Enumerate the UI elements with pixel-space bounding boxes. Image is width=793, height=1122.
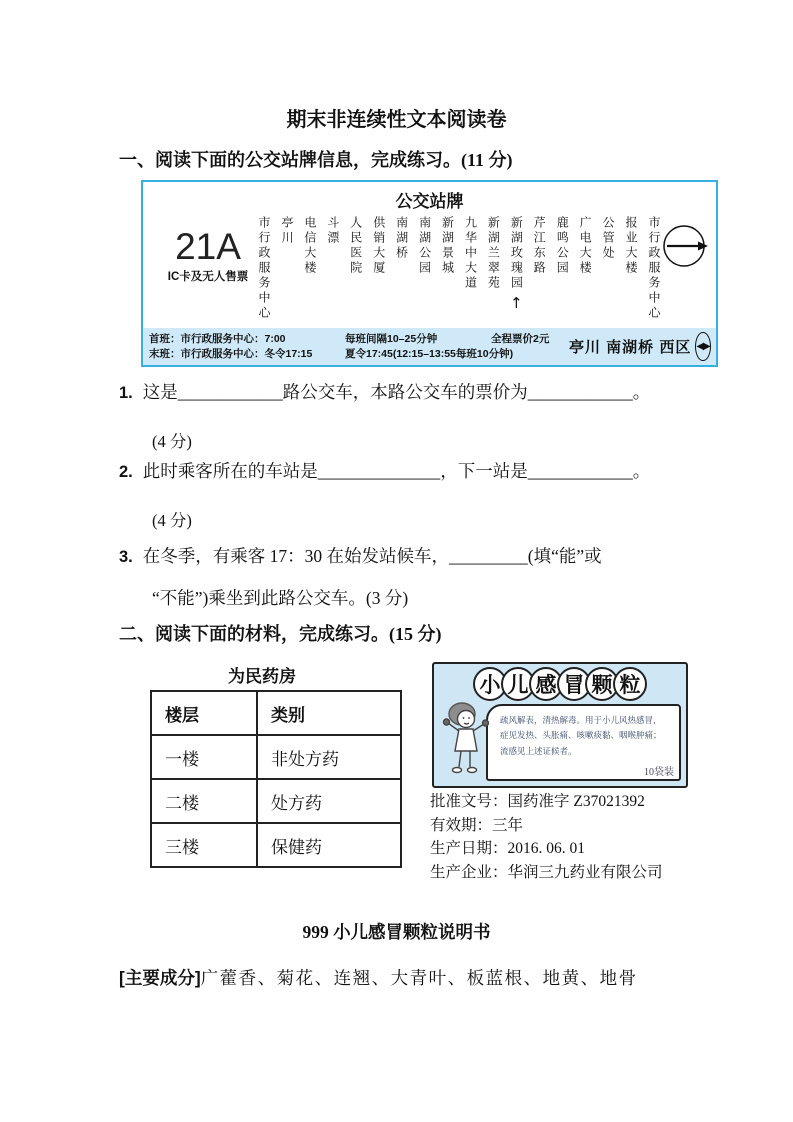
- terminus-stations: 亭川 南湖桥 西区: [569, 339, 692, 356]
- medicine-info-line: 批准文号：国药准字 Z37021392: [430, 793, 645, 810]
- pharmacy-table-cell: 保健药: [257, 823, 401, 867]
- station-name: 南湖公园: [417, 216, 432, 276]
- station-name: 南湖桥: [394, 216, 409, 261]
- direction-right-icon: [660, 224, 712, 273]
- station-name: 报业大楼: [624, 216, 638, 276]
- package-title-char: 儿: [501, 667, 535, 701]
- station-item: [372, 216, 386, 330]
- current-station-arrow-icon: ↑: [510, 294, 523, 312]
- pharmacy-table-row: [151, 735, 401, 779]
- station-item: [555, 216, 569, 330]
- station-name: 斗漂: [325, 216, 340, 246]
- route-number: 21A: [175, 226, 241, 267]
- station-name: 亭川: [279, 216, 294, 246]
- pharmacy-header-floor: 楼层: [151, 691, 257, 735]
- station-name: 新湖兰翠苑: [486, 216, 501, 291]
- station-name: 电信大楼: [302, 216, 317, 276]
- ticket-note: IC卡及无人售票: [167, 271, 249, 283]
- question-2-number: 2.: [119, 463, 133, 481]
- question-1-number: 1.: [119, 384, 133, 402]
- medicine-info-line: 生产日期：2016. 06. 01: [430, 840, 586, 857]
- section1-heading: [119, 146, 513, 172]
- station-item: [509, 216, 523, 330]
- question-2: [119, 458, 650, 483]
- package-title-char: 小: [473, 667, 507, 701]
- pack-size-label: 10袋装: [644, 767, 674, 778]
- pharmacy-header-category: 类别: [257, 691, 401, 735]
- manual-title: 999 小儿感冒颗粒说明书: [302, 922, 491, 942]
- station-name: 人民医院: [348, 216, 363, 276]
- pharmacy-table-cell: 二楼: [151, 779, 257, 823]
- station-item: [463, 216, 477, 330]
- station-item: [624, 216, 638, 330]
- package-title-char: 粒: [613, 667, 647, 701]
- pharmacy-table-cell: 一楼: [151, 735, 257, 779]
- route-block: [153, 228, 263, 284]
- summer-last-bus: 夏令17:45(12:15–13:55每班10分钟): [345, 347, 514, 360]
- station-name: 九华中大道: [463, 216, 478, 291]
- question-3-number: 3.: [119, 548, 133, 566]
- question-3-text-line1: 在冬季，有乘客 17：30 在始发站候车，_________(填“能”或: [142, 546, 602, 566]
- question-2-score: (4 分): [152, 511, 192, 530]
- station-name: 供销大厦: [371, 216, 386, 276]
- station-item: [280, 216, 294, 330]
- question-3-text-line2: “不能”)乘坐到此路公交车。(3 分): [152, 588, 409, 608]
- pharmacy-table: [150, 690, 402, 868]
- child-cartoon: [439, 699, 493, 783]
- question-1: [119, 379, 650, 404]
- pharmacy-table-body: [151, 735, 401, 867]
- first-bus: 首班：市行政服务中心：7:00: [149, 332, 286, 345]
- question-1-score: (4 分): [152, 432, 192, 451]
- pharmacy-title: 为民药房: [228, 667, 296, 686]
- package-description-line: 症见发热、头胀痛、咳嗽痰黏、咽喉肿痛；: [500, 730, 662, 741]
- section2-score: (15 分): [389, 624, 442, 644]
- station-item: [647, 216, 661, 330]
- ingredients-text: 广藿香、菊花、连翘、大青叶、板蓝根、地黄、地骨: [200, 968, 638, 988]
- section2-heading-text: 二、阅读下面的材料，完成练习。: [119, 624, 389, 644]
- section2-heading: [119, 620, 442, 646]
- station-item: [601, 216, 615, 330]
- medicine-info-line: 有效期：三年: [430, 816, 524, 834]
- package-title-char: 颗: [585, 667, 619, 701]
- station-item: [349, 216, 363, 330]
- ingredients-label: [主要成分]: [119, 968, 201, 988]
- station-name: 市行政服务中心: [257, 216, 271, 321]
- page-title: 期末非连续性文本阅读卷: [286, 109, 507, 131]
- medicine-info: [430, 790, 663, 884]
- section1-score: (11 分): [461, 150, 513, 170]
- station-item: [257, 216, 271, 330]
- station-item: [418, 216, 432, 330]
- ingredients-line: [119, 965, 638, 990]
- schedule-bar: [143, 328, 716, 365]
- station-name: 新湖玫瑰园: [509, 216, 524, 291]
- pharmacy-table-cell: 非处方药: [257, 735, 401, 779]
- station-name: 鹿鸣公园: [555, 216, 570, 276]
- station-item: [303, 216, 317, 330]
- section1-heading-text: 一、阅读下面的公交站牌信息，完成练习。: [119, 150, 461, 170]
- package-title-bubbles: [434, 667, 686, 701]
- medicine-package: [432, 662, 688, 788]
- station-name: 芹江东路: [532, 216, 547, 276]
- package-description-line: 疏风解表，清热解毒。用于小儿风热感冒，: [500, 715, 662, 725]
- medicine-info-line: 生产企业：华润三九药业有限公司: [430, 863, 663, 881]
- station-name: 公管处: [601, 216, 616, 261]
- left-right-arrows-icon: ◀▶: [695, 332, 710, 361]
- bus-fare: 全程票价2元: [491, 332, 550, 345]
- question-2-text: 此时乘客所在的车站是______________，下一站是____________。: [142, 461, 651, 481]
- station-item: [395, 216, 409, 330]
- station-name: 广电大楼: [578, 216, 593, 276]
- question-3: [119, 543, 602, 568]
- package-title-char: 冒: [557, 667, 591, 701]
- station-item: [532, 216, 546, 330]
- bus-stop-sign: [141, 180, 718, 367]
- pharmacy-table-row: [151, 779, 401, 823]
- package-description-line: 流感见上述证候者。: [500, 745, 577, 756]
- pharmacy-table-row: [151, 823, 401, 867]
- bus-interval: 每班间隔10–25分钟: [345, 332, 438, 345]
- station-item: [441, 216, 455, 330]
- pharmacy-table-cell: 三楼: [151, 823, 257, 867]
- station-name: 新湖景城: [440, 216, 455, 276]
- schedule-text: [149, 332, 567, 362]
- station-item: [486, 216, 500, 330]
- last-bus: 末班：市行政服务中心：冬令17:15: [149, 347, 313, 360]
- station-item: [326, 216, 340, 330]
- question-1-text: 这是____________路公交车，本路公交车的票价为____________。: [142, 382, 651, 402]
- station-list: [257, 216, 661, 330]
- station-item: [578, 216, 592, 330]
- station-name: 市行政服务中心: [646, 216, 661, 321]
- bus-sign-title: 公交站牌: [395, 192, 464, 211]
- package-description: [488, 706, 679, 759]
- pharmacy-table-cell: 处方药: [257, 779, 401, 823]
- package-title-char: 感: [529, 667, 563, 701]
- pharmacy-table-header-row: [151, 691, 401, 735]
